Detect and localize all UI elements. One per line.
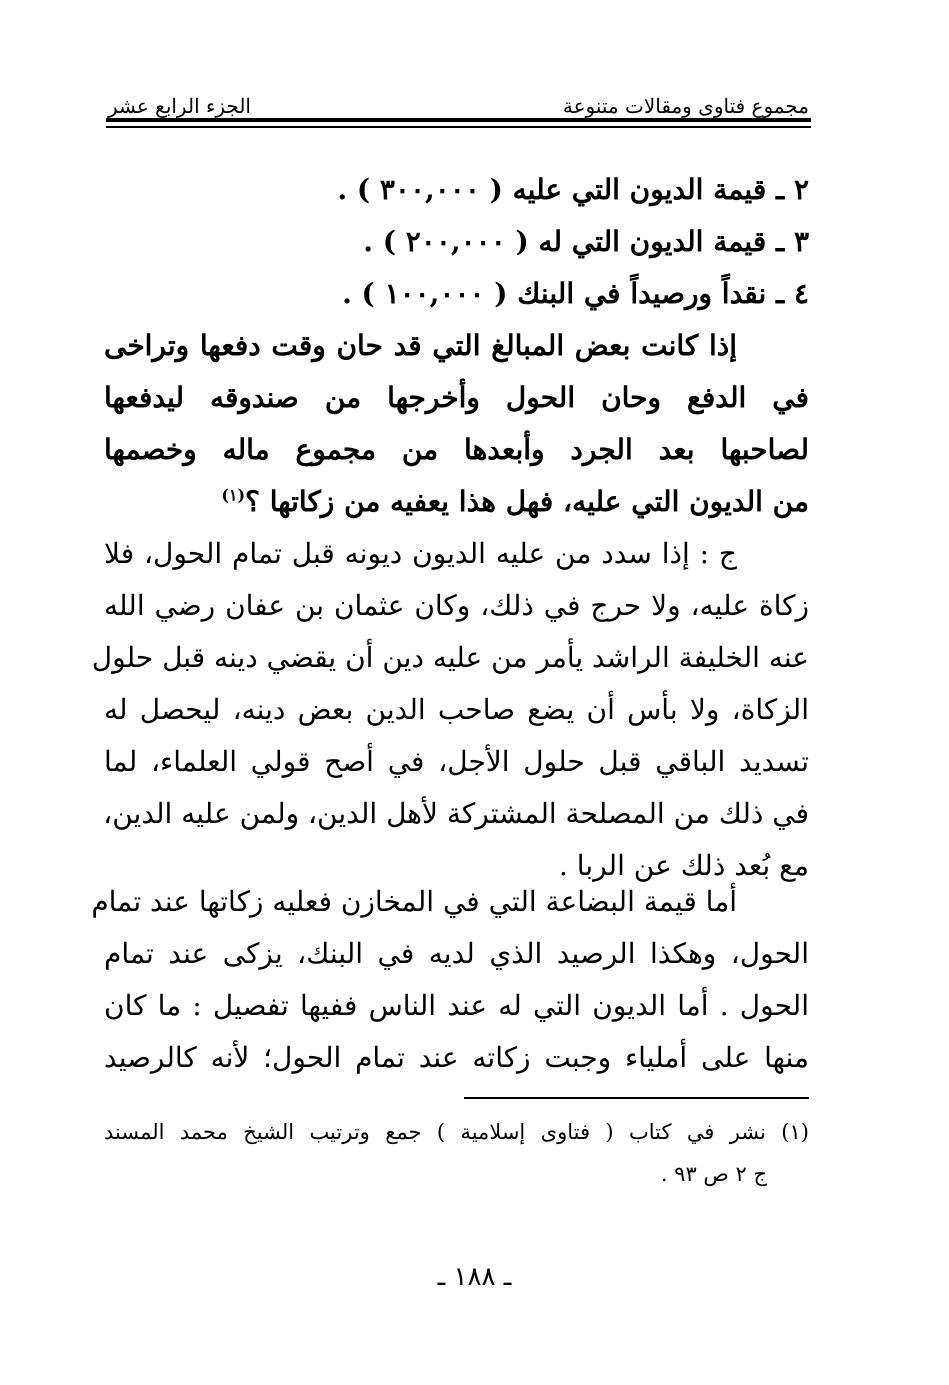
answer-line: الزكاة، ولا بأس أن يضع صاحب الدين بعض دينه، ليحصل له [104,693,809,726]
footnote-reference: (١) [221,485,246,505]
book-title: مجموع فتاوى ومقالات متنوعة [562,94,809,118]
question-line: لصاحبها بعد الجرد وأبعدها من مجموع ماله وخصمها [104,433,809,466]
question-line-text: من الديون التي عليه، فهل هذا يعفيه من زكاتها ؟ [245,485,809,518]
answer-line: في ذلك من المصلحة المشتركة لأهل الدين، ولمن عليه الدين، [103,797,809,830]
answer-line: عنه الخليفة الراشد يأمر من عليه دين أن يقضي دينه قبل حلول [91,641,809,674]
question-line: إذا كانت بعض المبالغ التي قد حان وقت دفعها وتراخى [104,329,737,362]
answer-line: تسديد الباقي قبل حلول الأجل، في أصح قولي العلماء، لما [104,745,809,778]
answer-line: مع بُعد ذلك عن الربا . [558,849,809,882]
question-item-4: ٤ ـ نقداً ورصيداً في البنك ( ١٠٠,٠٠٠ ) . [342,277,809,310]
answer-line: ج : إذا سدد من عليه الديون ديونه قبل تمام الحول، فلا [104,537,737,570]
answer-line: أما قيمة البضاعة التي في المخازن فعليه زكاتها عند تمام [91,885,737,918]
footnote-line: ج ٢ ص ٩٣ . [660,1162,767,1186]
page-number: ـ ١٨٨ ـ [437,1262,512,1292]
header-rule-thick [106,118,811,122]
header-rule-thin [106,126,811,128]
question-item-3: ٣ ـ قيمة الديون التي له ( ٢٠٠,٠٠٠ ) . [363,225,809,258]
question-line-last [104,476,809,528]
running-header [108,84,809,118]
footnote-line: (١) نشر في كتاب ( فتاوى إسلامية ) جمع وترتيب الشيخ محمد المسند [104,1120,809,1144]
answer-line: الحول، وهكذا الرصيد الذي لديه في البنك، يزكى عند تمام [104,937,809,970]
volume-title: الجزء الرابع عشر [108,94,251,118]
question-line: في الدفع وحان الحول وأخرجها من صندوقه ليدفعها [104,381,809,414]
answer-line: منها على أملياء وجبت زكاته عند تمام الحول؛ لأنه كالرصيد [104,1041,809,1074]
answer-line: زكاة عليه، ولا حرج في ذلك، وكان عثمان بن عفان رضي الله [104,589,809,622]
answer-line: الحول . أما الديون التي له عند الناس ففيها تفصيل : ما كان [104,989,809,1022]
footnote-rule [464,1097,809,1099]
question-item-2: ٢ ـ قيمة الديون التي عليه ( ٣٠٠,٠٠٠ ) . [337,173,809,206]
